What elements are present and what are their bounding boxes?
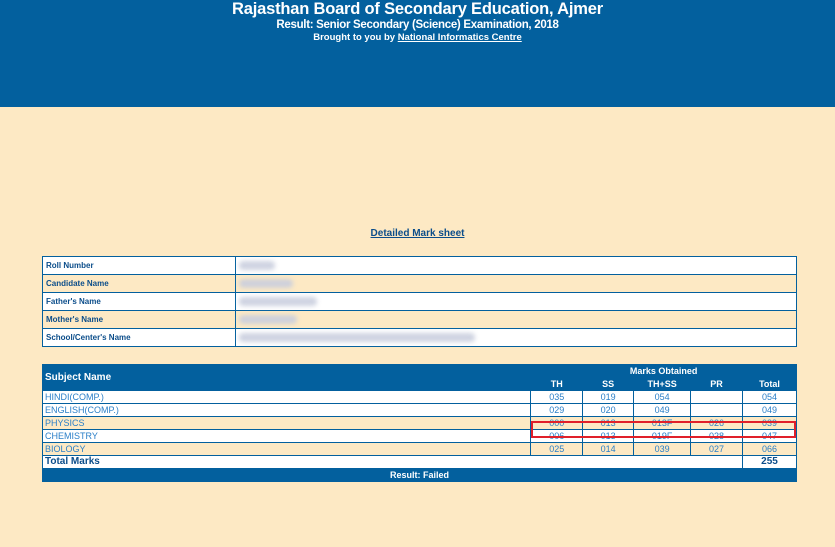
total-marks-row	[43, 456, 797, 469]
marks-table	[42, 364, 797, 482]
redacted-value	[239, 261, 275, 270]
subject-cell: HINDI(COMP.)	[43, 391, 531, 404]
info-row	[43, 257, 797, 275]
ss-cell: 020	[583, 404, 634, 417]
col-total-header: Total	[743, 378, 797, 391]
table-row	[43, 417, 797, 430]
redacted-value	[239, 297, 317, 306]
col-th-header: TH	[531, 378, 583, 391]
col-pr-header: PR	[691, 378, 743, 391]
total-cell: 066	[743, 443, 797, 456]
table-row	[43, 391, 797, 404]
info-row	[43, 293, 797, 311]
subject-cell: CHEMISTRY	[43, 430, 531, 443]
table-row	[43, 404, 797, 417]
total-cell: 049	[743, 404, 797, 417]
result-status: Result: Failed	[43, 469, 797, 482]
thss-cell: 049	[634, 404, 691, 417]
marks-obtained-header: Marks Obtained	[531, 365, 797, 378]
th-cell: 025	[531, 443, 583, 456]
credit-line	[0, 32, 835, 43]
marksheet-heading	[0, 228, 835, 239]
subject-cell: PHYSICS	[43, 417, 531, 430]
th-cell: 029	[531, 404, 583, 417]
ss-cell: 013	[583, 417, 634, 430]
pr-cell	[691, 404, 743, 417]
result-row	[43, 469, 797, 482]
col-thss-header: TH+SS	[634, 378, 691, 391]
info-value-school	[236, 329, 797, 347]
th-cell: 035	[531, 391, 583, 404]
info-label: School/Center's Name	[43, 329, 236, 347]
subject-cell: BIOLOGY	[43, 443, 531, 456]
pr-cell: 026	[691, 417, 743, 430]
detailed-marksheet-link[interactable]: Detailed Mark sheet	[370, 228, 465, 239]
info-label: Candidate Name	[43, 275, 236, 293]
col-ss-header: SS	[583, 378, 634, 391]
info-row	[43, 275, 797, 293]
redacted-value	[239, 333, 475, 342]
info-row	[43, 329, 797, 347]
th-cell: 000	[531, 417, 583, 430]
pr-cell	[691, 391, 743, 404]
exam-subtitle: Result: Senior Secondary (Science) Examination, 2018	[276, 19, 559, 31]
nic-link[interactable]: National Informatics Centre	[397, 32, 522, 43]
info-value-roll	[236, 257, 797, 275]
ss-cell: 019	[583, 391, 634, 404]
thss-cell: 019F	[634, 430, 691, 443]
board-title: Rajasthan Board of Secondary Education, Ajmer	[232, 0, 603, 18]
table-row	[43, 443, 797, 456]
subject-name-header: Subject Name	[43, 365, 531, 391]
marks-header-row	[43, 365, 797, 378]
total-cell: 054	[743, 391, 797, 404]
pr-cell: 028	[691, 430, 743, 443]
thss-cell: 039	[634, 443, 691, 456]
thss-cell: 013F	[634, 417, 691, 430]
credit-prefix: Brought to you by	[313, 32, 396, 43]
info-value-candidate	[236, 275, 797, 293]
subject-cell: ENGLISH(COMP.)	[43, 404, 531, 417]
info-value-father	[236, 293, 797, 311]
total-cell: 039	[743, 417, 797, 430]
ss-cell: 013	[583, 430, 634, 443]
total-cell: 047	[743, 430, 797, 443]
info-label: Roll Number	[43, 257, 236, 275]
pr-cell: 027	[691, 443, 743, 456]
table-row	[43, 430, 797, 443]
th-cell: 006	[531, 430, 583, 443]
info-value-mother	[236, 311, 797, 329]
info-label: Mother's Name	[43, 311, 236, 329]
ss-cell: 014	[583, 443, 634, 456]
total-marks-label: Total Marks	[43, 456, 743, 469]
redacted-value	[239, 315, 297, 324]
total-marks-value: 255	[743, 456, 797, 469]
thss-cell: 054	[634, 391, 691, 404]
info-label: Father's Name	[43, 293, 236, 311]
redacted-value	[239, 279, 293, 288]
page-header	[0, 0, 835, 107]
candidate-info-table	[42, 256, 797, 347]
info-row	[43, 311, 797, 329]
